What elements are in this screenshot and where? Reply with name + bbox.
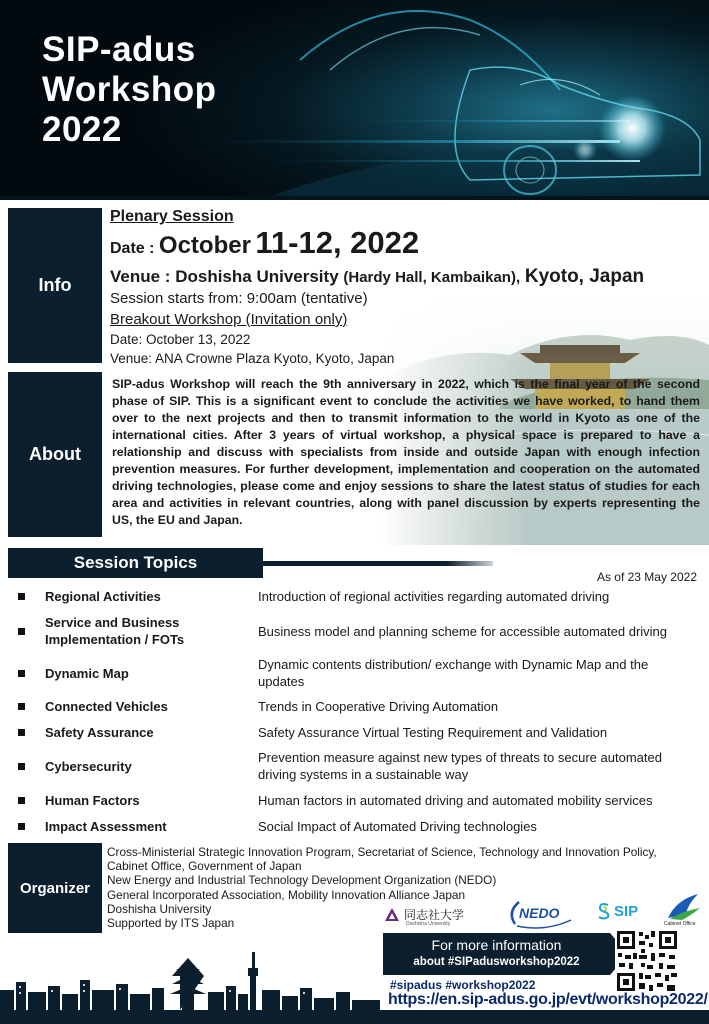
organizer-line: Supported by ITS Japan bbox=[107, 916, 235, 931]
doshisha-logo-text: 同志社大学 bbox=[404, 908, 465, 922]
bullet-icon bbox=[18, 797, 25, 804]
topic-description: Human factors in automated driving and automated mobility services bbox=[258, 793, 653, 808]
doshisha-emblem-icon bbox=[384, 907, 400, 923]
cabinet-office-logo bbox=[664, 892, 702, 928]
sip-swirl-icon bbox=[596, 902, 612, 920]
info-section bbox=[110, 208, 700, 366]
topic-name: Human Factors bbox=[45, 793, 140, 808]
topic-description: Trends in Cooperative Driving Automation bbox=[258, 699, 499, 714]
as-of-date: As of 23 May 2022 bbox=[596, 570, 697, 584]
topic-row bbox=[0, 656, 709, 690]
breakout-workshop-heading: Breakout Workshop (Invitation only) bbox=[110, 311, 348, 328]
venue-name: Doshisha University bbox=[175, 267, 339, 286]
bullet-icon bbox=[18, 628, 25, 635]
topic-name: Dynamic Map bbox=[45, 665, 129, 681]
bullet-icon bbox=[18, 593, 25, 600]
organizer-line: Doshisha University bbox=[107, 901, 212, 916]
bullet-icon bbox=[18, 729, 25, 736]
kyoto-skyline-illustration bbox=[0, 950, 380, 1010]
about-label-text: About bbox=[29, 444, 81, 464]
topic-description: Introduction of regional activities regarding automated driving bbox=[258, 589, 610, 604]
topic-name: Connected Vehicles bbox=[45, 699, 168, 714]
title-line-3: 2022 bbox=[42, 110, 122, 149]
topic-description: Safety Assurance Virtual Testing Requirement and Validation bbox=[258, 725, 608, 740]
session-start-time: Session starts from: 9:00am (tentative) bbox=[110, 290, 368, 307]
hero-banner bbox=[0, 0, 709, 200]
topic-row bbox=[0, 588, 709, 605]
topic-description: Dynamic contents distribution/ exchange with Dynamic Map and the updates bbox=[258, 657, 649, 689]
bullet-icon bbox=[18, 763, 25, 770]
hashtags: #sipadus #workshop2022 bbox=[390, 978, 536, 992]
topic-description: Social Impact of Automated Driving technologies bbox=[258, 819, 537, 834]
nedo-logo-text: NEDO bbox=[519, 905, 560, 921]
organizer-label-text: Organizer bbox=[19, 879, 91, 897]
more-info-line2: about #SIPadusworkshop2022 bbox=[413, 956, 580, 968]
date-month: October bbox=[158, 232, 251, 259]
qr-code-icon[interactable] bbox=[615, 929, 679, 993]
session-topics-heading bbox=[8, 548, 263, 578]
topic-description: Business model and planning scheme for accessible automated driving bbox=[258, 623, 668, 639]
venue-city: Kyoto, Japan bbox=[524, 266, 645, 287]
breakout-date: Date: October 13, 2022 bbox=[110, 332, 251, 347]
topic-name: Service and Business Implementation / FOTs bbox=[45, 615, 185, 647]
info-label bbox=[8, 208, 102, 363]
topic-description: Prevention measure against new types of threats to secure automated driving systems in a sustainable way bbox=[258, 750, 662, 782]
doshisha-logo bbox=[384, 906, 465, 927]
bullet-icon bbox=[18, 823, 25, 830]
organizer-line: New Energy and Industrial Technology Development Organization (NEDO) bbox=[107, 873, 497, 888]
organizer-line: General Incorporated Association, Mobility Innovation Alliance Japan bbox=[107, 887, 466, 902]
bullet-icon bbox=[18, 703, 25, 710]
doshisha-logo-subtext: Doshisha University bbox=[406, 921, 451, 927]
title-line-1: SIP-adus bbox=[42, 30, 196, 69]
topic-name: Safety Assurance bbox=[45, 725, 154, 740]
sip-logo-text: SIP bbox=[614, 902, 639, 920]
topic-name: Cybersecurity bbox=[45, 758, 132, 774]
topic-name: Impact Assessment bbox=[45, 819, 167, 834]
title-line-2: Workshop bbox=[42, 70, 217, 109]
topic-row bbox=[0, 749, 709, 783]
organizer-label bbox=[8, 843, 102, 933]
organizer-line: Cross-Ministerial Strategic Innovation Program, Secretariat of Science, Technology and Innovation Policy, bbox=[107, 845, 657, 859]
topic-row bbox=[0, 614, 709, 648]
date-label: Date : bbox=[110, 240, 155, 257]
workshop-title bbox=[42, 30, 216, 150]
footer-bar bbox=[0, 1010, 709, 1024]
more-info-line1: For more information bbox=[431, 937, 562, 953]
organizer-line: Cabinet Office, Government of Japan bbox=[107, 859, 302, 874]
about-label bbox=[8, 372, 102, 537]
info-label-text: Info bbox=[38, 275, 72, 295]
venue-label: Venue : bbox=[110, 267, 171, 286]
bullet-icon bbox=[18, 670, 25, 677]
cabinet-office-text: Cabinet Office bbox=[664, 921, 696, 927]
breakout-venue: Venue: ANA Crowne Plaza Kyoto, Kyoto, Japan bbox=[110, 351, 395, 366]
topic-name: Regional Activities bbox=[45, 589, 161, 604]
session-topics-heading-text: Session Topics bbox=[73, 553, 198, 572]
topic-row bbox=[0, 724, 709, 741]
plenary-venue bbox=[110, 266, 700, 288]
more-info-banner[interactable] bbox=[383, 933, 610, 975]
cabinet-office-emblem-icon bbox=[664, 892, 702, 922]
plenary-date bbox=[110, 225, 700, 264]
topic-row bbox=[0, 792, 709, 809]
topic-row bbox=[0, 818, 709, 835]
sip-logo bbox=[596, 902, 638, 920]
topic-row bbox=[0, 698, 709, 715]
venue-hall: (Hardy Hall, Kambaikan), bbox=[343, 269, 521, 286]
date-days: 11-12, 2022 bbox=[255, 225, 420, 260]
topics-divider bbox=[263, 561, 493, 566]
nedo-logo bbox=[505, 898, 575, 930]
about-paragraph: SIP-adus Workshop will reach the 9th anniversary in 2022, which is the final year of the second phase of SIP. This is a significant event to conclude the activities we have worked, to hand them over to the next projects and then to transmit information to the world in Kyoto as one of the international cities. After 3 years of virtual workshop, a physical space is prepared to have a relationship and discuss with specialists from inside and outside Japan with enough infection prevention measures. For further development, implementation and cooperation on the automated driving technologies, please come and enjoy sessions to share the latest status of studies for each area and activities in relevant countries, along with panel discussion by experts representing the US, the EU and Japan. bbox=[112, 377, 700, 527]
workshop-url-link[interactable]: https://en.sip-adus.go.jp/evt/workshop2022/ bbox=[388, 991, 708, 1008]
hero-divider bbox=[0, 196, 709, 200]
plenary-session-heading: Plenary Session bbox=[110, 208, 234, 225]
